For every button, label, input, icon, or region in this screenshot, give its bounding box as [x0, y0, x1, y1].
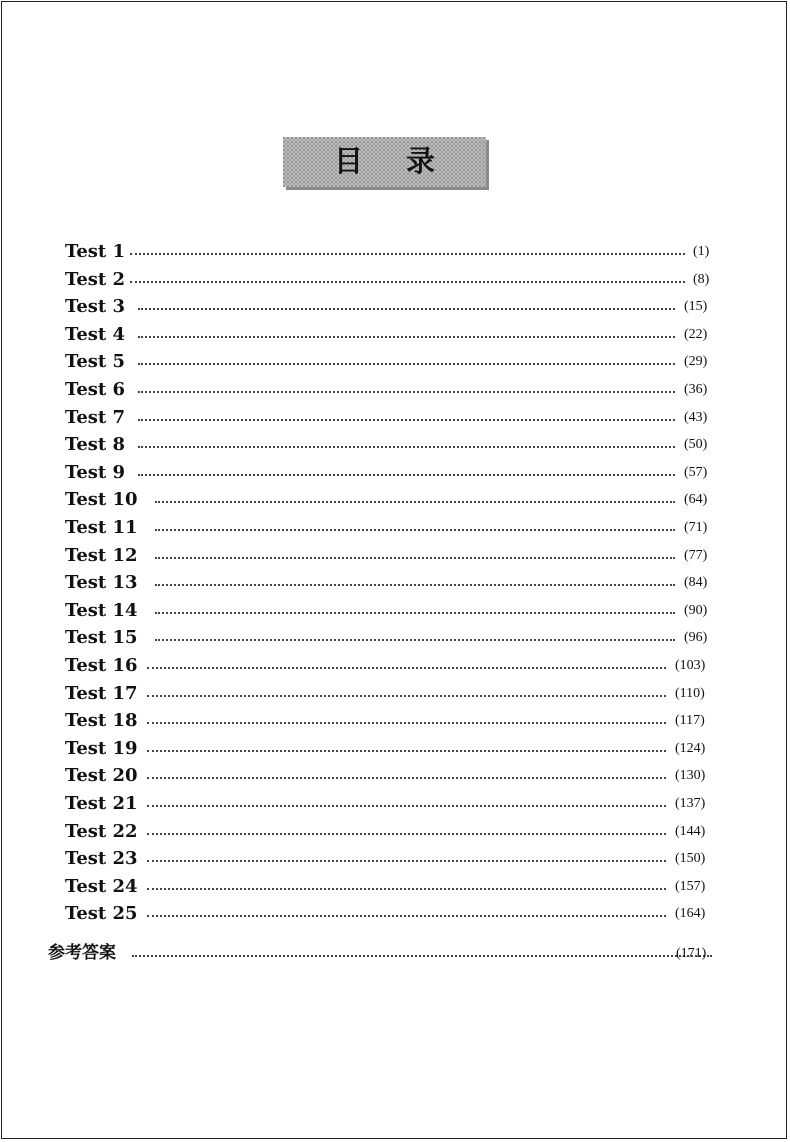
toc-row[interactable] — [65, 707, 725, 734]
toc-entry-label: Test 10 — [65, 489, 138, 511]
toc-row[interactable] — [65, 790, 725, 817]
toc-dot-leader — [138, 419, 675, 421]
toc-dot-leader — [147, 667, 666, 669]
toc-row[interactable] — [65, 431, 725, 458]
toc-row[interactable] — [65, 293, 725, 320]
toc-dot-leader — [147, 833, 666, 835]
toc-page-number: (64) — [684, 492, 708, 508]
toc-entry-label: Test 12 — [65, 544, 138, 566]
toc-row[interactable] — [65, 514, 725, 541]
toc-dot-leader — [147, 805, 666, 807]
toc-row[interactable] — [65, 238, 725, 265]
toc-entry-label: Test 21 — [65, 793, 138, 814]
toc-row[interactable] — [65, 818, 725, 845]
toc-row[interactable] — [65, 762, 725, 789]
toc-row[interactable] — [65, 348, 725, 375]
toc-answers-leader — [132, 955, 712, 957]
toc-entry-label: Test 5 — [65, 351, 126, 373]
toc-dot-leader — [138, 308, 675, 310]
toc-row[interactable] — [65, 321, 725, 348]
toc-page-number: (8) — [693, 271, 710, 287]
contents-title-char-2: 录 — [406, 144, 436, 178]
toc-row-answers[interactable] — [48, 940, 707, 967]
toc-row[interactable] — [65, 542, 725, 569]
toc-page-number: (157) — [675, 878, 706, 894]
toc-dot-leader — [138, 446, 675, 448]
toc-row[interactable] — [65, 900, 725, 927]
toc-row[interactable] — [65, 873, 725, 900]
toc-row[interactable] — [65, 624, 725, 651]
toc-entry-label: Test 16 — [65, 655, 138, 676]
toc-page-number: (15) — [684, 299, 708, 315]
toc-dot-leader — [155, 639, 675, 641]
toc-page-number: (29) — [684, 354, 708, 370]
toc-row[interactable] — [65, 376, 725, 403]
toc-answers-page: (171) — [676, 946, 707, 961]
toc-page-number: (84) — [684, 575, 708, 591]
toc-row[interactable] — [65, 597, 725, 624]
toc-page-number: (90) — [684, 602, 708, 618]
toc-page-number: (117) — [675, 713, 705, 729]
toc-entry-label: Test 13 — [65, 572, 138, 594]
toc-page-number: (130) — [675, 768, 706, 784]
toc-row[interactable] — [65, 486, 725, 513]
toc-page-number: (150) — [675, 851, 706, 867]
toc-entry-label: Test 23 — [65, 848, 138, 870]
toc-entry-label: Test 18 — [65, 710, 138, 732]
toc-dot-leader — [155, 501, 675, 503]
toc-page-number: (164) — [675, 906, 706, 922]
toc-dot-leader — [138, 391, 675, 393]
toc-page-number: (50) — [684, 437, 708, 453]
toc-page-number: (144) — [675, 823, 706, 839]
toc-row[interactable] — [65, 404, 725, 431]
toc-entry-label: Test 15 — [65, 627, 138, 649]
toc-dot-leader — [155, 612, 675, 614]
toc-page-number: (43) — [684, 409, 708, 425]
toc-entry-label: Test 8 — [65, 434, 126, 456]
toc-dot-leader — [138, 336, 675, 338]
toc-entry-label: Test 3 — [65, 296, 126, 318]
toc-entry-label: Test 9 — [65, 461, 126, 483]
toc-entry-label: Test 4 — [65, 323, 126, 345]
toc-dot-leader — [155, 557, 675, 559]
toc-dot-leader — [155, 584, 675, 586]
toc-entry-label: Test 25 — [65, 903, 138, 925]
toc-entry-label: Test 7 — [65, 406, 126, 428]
toc-row[interactable] — [65, 680, 725, 707]
toc-row[interactable] — [65, 569, 725, 596]
toc-page-number: (1) — [693, 244, 710, 259]
toc-entry-label: Test 17 — [65, 682, 138, 704]
toc-page-number: (36) — [684, 382, 708, 397]
toc-entry-label: Test 14 — [65, 599, 138, 621]
toc-page-number: (71) — [684, 520, 708, 535]
toc-entry-label: Test 11 — [65, 517, 138, 538]
toc-dot-leader — [147, 750, 666, 752]
toc-dot-leader — [138, 474, 675, 476]
toc-entry-label: Test 22 — [65, 820, 138, 842]
toc-page-number: (96) — [684, 630, 708, 646]
toc-dot-leader — [147, 777, 666, 779]
toc-entry-label: Test 1 — [65, 241, 126, 262]
toc-dot-leader — [130, 253, 685, 255]
toc-dot-leader — [155, 529, 675, 531]
contents-title-char-1: 目 — [334, 144, 364, 178]
toc-row[interactable] — [65, 845, 725, 872]
toc-dot-leader — [147, 695, 666, 697]
toc-row[interactable] — [65, 735, 725, 762]
toc-row[interactable] — [65, 266, 725, 293]
toc-page-number: (137) — [675, 796, 706, 811]
toc-page-number: (22) — [684, 326, 708, 342]
toc-row[interactable] — [65, 652, 725, 679]
contents-title-box — [283, 137, 486, 187]
toc-page-number: (57) — [684, 464, 708, 480]
toc-page-number: (110) — [675, 685, 705, 701]
toc-dot-leader — [147, 915, 666, 917]
toc-row[interactable] — [65, 459, 725, 486]
toc-dot-leader — [147, 722, 666, 724]
toc-entry-label: Test 24 — [65, 875, 138, 897]
toc-dot-leader — [138, 363, 675, 365]
toc-dot-leader — [147, 888, 666, 890]
toc-entry-label: Test 20 — [65, 765, 138, 787]
toc-page-number: (124) — [675, 740, 706, 756]
toc-page-number: (77) — [684, 547, 708, 563]
toc-entry-label: Test 6 — [65, 379, 126, 400]
toc-page-number: (103) — [675, 658, 706, 673]
toc-entry-label: Test 19 — [65, 737, 138, 759]
toc-answers-label: 参考答案 — [48, 943, 116, 963]
toc-dot-leader — [147, 860, 666, 862]
toc-entry-label: Test 2 — [65, 268, 126, 290]
toc-dot-leader — [130, 281, 685, 283]
